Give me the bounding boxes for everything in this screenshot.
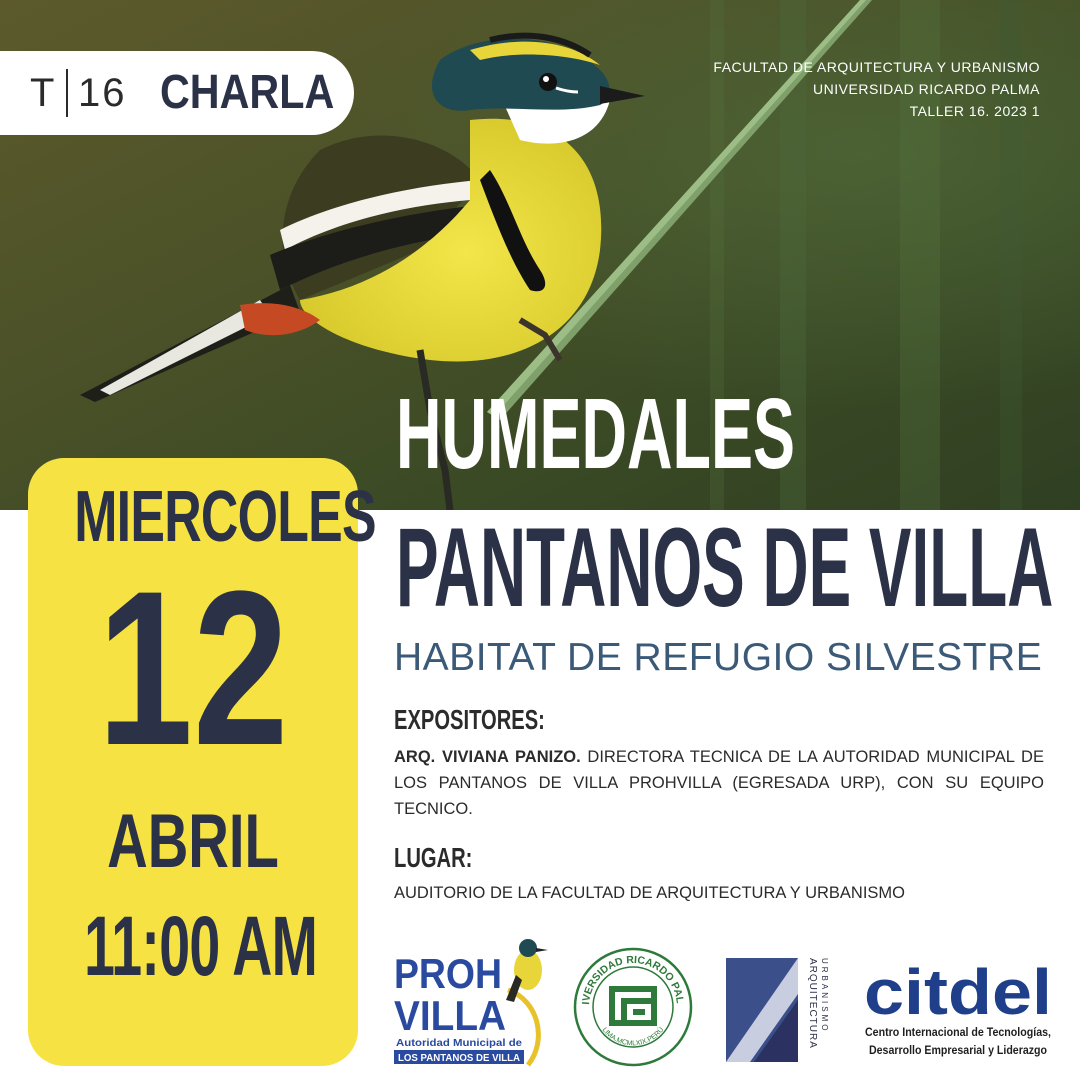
speakers-heading: EXPOSITORES: [394, 704, 545, 735]
event-type-tag [0, 51, 354, 135]
speakers-text [394, 744, 1044, 822]
prohvilla-logo [388, 930, 568, 1070]
venue-heading: LUGAR: [394, 842, 473, 873]
tag-divider [66, 69, 68, 117]
prohvilla-word-1: PROH [394, 950, 502, 997]
event-day: 12 [97, 545, 289, 791]
citdel-sub-1: Centro Internacional de Tecnologías, [865, 1025, 1051, 1039]
urp-bottom-text: LIMA.MCMLXIX.PERÚ [600, 1026, 666, 1048]
tag-label: CHARLA [160, 66, 335, 119]
prohvilla-sub-1: Autoridad Municipal de [396, 1037, 523, 1049]
event-weekday: MIERCOLES [74, 477, 376, 557]
speaker-description: DIRECTORA TECNICA DE LA AUTORIDAD MUNICIPAL DE LOS PANTANOS DE VILLA PROHVILLA (EGRESADA URP), CON SU EQUIPO TECNICO. [394, 748, 1044, 818]
event-time: 11:00 AM [84, 899, 318, 993]
urp-arc-text: IVERSIDAD RICARDO PAL [580, 953, 686, 1006]
institution-info [713, 56, 1040, 122]
tag-letter: T [30, 71, 55, 115]
subtitle: HABITAT DE REFUGIO SILVESTRE [394, 636, 1043, 679]
faculty-name: FACULTAD DE ARQUITECTURA Y URBANISMO [713, 59, 1040, 75]
citdel-sub-2: Desarrollo Empresarial y Liderazgo [869, 1043, 1047, 1057]
arquitectura-urbanismo-logo [724, 954, 834, 1066]
prohvilla-word-2: VILLA [394, 992, 506, 1039]
speaker-name: ARQ. VIVIANA PANIZO. [394, 748, 581, 766]
arq-text-1: ARQUITECTURA [807, 958, 818, 1049]
prohvilla-sub-2: LOS PANTANOS DE VILLA [398, 1053, 520, 1064]
university-name: UNIVERSIDAD RICARDO PALMA [813, 81, 1040, 97]
event-month: ABRIL [107, 799, 279, 884]
urp-seal-logo [572, 946, 694, 1068]
citdel-logo [860, 960, 1056, 1060]
tag-number: 16 [78, 71, 127, 115]
workshop-name: TALLER 16. 2023 1 [909, 103, 1040, 119]
date-box [28, 458, 376, 1066]
venue-text: AUDITORIO DE LA FACULTAD DE ARQUITECTURA Y URBANISMO [394, 884, 905, 902]
citdel-word: citdel [864, 960, 1052, 1028]
arq-text-2: URBANISMO [820, 958, 829, 1034]
title-line-1: HUMEDALES [396, 378, 796, 490]
title-line-2: PANTANOS DE VILLA [396, 505, 1054, 630]
